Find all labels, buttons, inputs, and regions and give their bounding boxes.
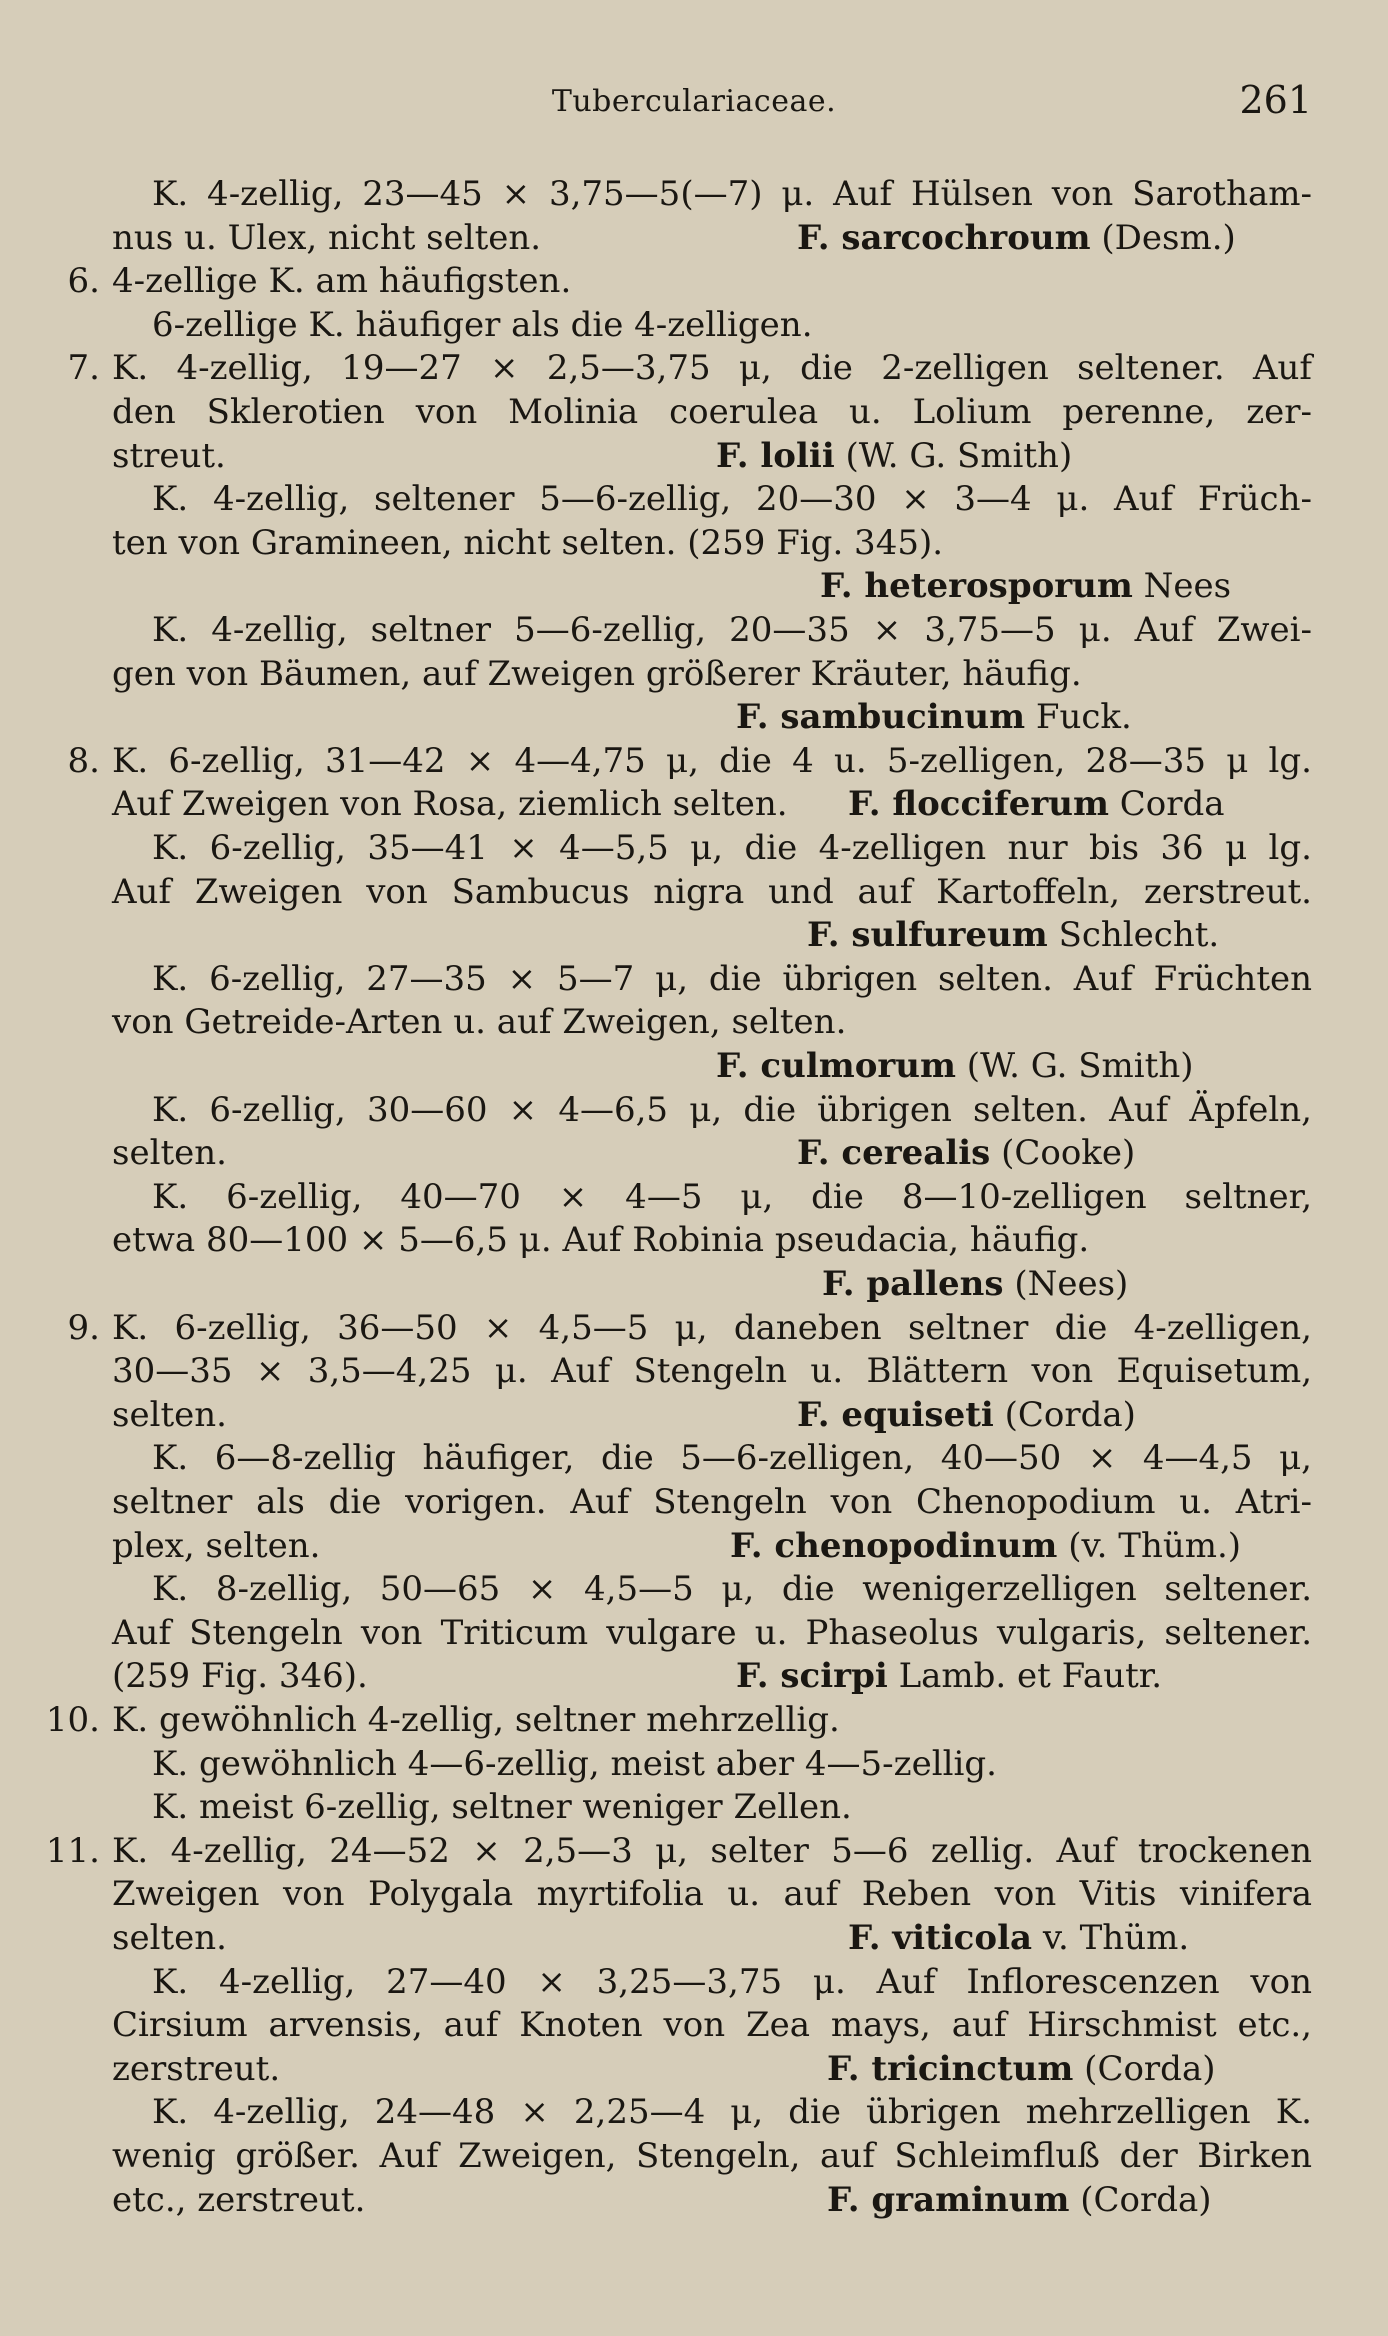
species-author: (Cooke) <box>990 1133 1136 1173</box>
species-name <box>736 695 1132 739</box>
species-binomial: F. sambucinum <box>736 697 1026 737</box>
species-binomial: F. graminum <box>827 2180 1070 2220</box>
species-binomial: F. lolii <box>716 436 835 476</box>
line-text: Auf Stengeln von Triticum vulgare u. Phaseolus vulgaris, seltener. <box>112 1613 1312 1653</box>
line-text: K. 6-zellig, 30—60 × 4—6,5 μ, die übrigen selten. Auf Äpfeln, <box>152 1090 1312 1130</box>
species-author: (Corda) <box>1069 2180 1212 2220</box>
line-text: K. 6-zellig, 35—41 × 4—5,5 μ, die 4-zelligen nur bis 36 μ lg. <box>152 828 1312 868</box>
line-text: zerstreut. <box>112 2049 281 2089</box>
line-text: von Getreide-Arten u. auf Zweigen, selten. <box>112 1002 847 1042</box>
key-couplet-number: 8. <box>67 741 100 781</box>
line-text: K. 4-zellig, seltner 5—6-zellig, 20—35 × 3,75—5 μ. Auf Zwei- <box>152 610 1312 650</box>
line-text: K. gewöhnlich 4-zellig, seltner mehrzellig. <box>112 1700 840 1740</box>
species-name <box>848 1916 1189 1960</box>
key-couplet-number: 9. <box>67 1308 100 1348</box>
line-text: K. 8-zellig, 50—65 × 4,5—5 μ, die wenigerzelligen seltener. <box>152 1569 1312 1609</box>
species-author: Corda <box>1108 784 1225 824</box>
species-binomial: F. tricinctum <box>827 2049 1074 2089</box>
line-text: selten. <box>112 1918 227 1958</box>
line-text: K. 4-zellig, seltener 5—6-zellig, 20—30 × 3—4 μ. Auf Früch- <box>152 479 1312 519</box>
species-author: v. Thüm. <box>1032 1918 1190 1958</box>
species-binomial: F. scirpi <box>736 1656 888 1696</box>
species-name <box>807 913 1219 957</box>
species-binomial: F. pallens <box>822 1264 1004 1304</box>
line-text: Cirsium arvensis, auf Knoten von Zea mays, auf Hirschmist etc., <box>112 2005 1312 2045</box>
species-author: Fuck. <box>1025 697 1132 737</box>
line-text: K. 4-zellig, 19—27 × 2,5—3,75 μ, die 2-zelligen seltener. Auf <box>112 348 1312 388</box>
line-text: streut. <box>112 436 226 476</box>
species-name <box>730 1524 1241 1568</box>
species-author: (W. G. Smith) <box>956 1046 1194 1086</box>
species-binomial: F. flocciferum <box>848 784 1109 824</box>
species-author: (v. Thüm.) <box>1057 1526 1242 1566</box>
line-text: K. 6-zellig, 36—50 × 4,5—5 μ, daneben seltner die 4-zelligen, <box>112 1308 1312 1348</box>
line-text: K. 6—8-zellig häufiger, die 5—6-zelligen, 40—50 × 4—4,5 μ, <box>152 1438 1312 1478</box>
species-name <box>797 1131 1135 1175</box>
line-text: Auf Zweigen von Rosa, ziemlich selten. <box>112 784 788 824</box>
species-name <box>820 564 1231 608</box>
key-couplet-number: 10. <box>45 1700 100 1740</box>
line-text: Auf Zweigen von Sambucus nigra und auf Kartoffeln, zerstreut. <box>112 872 1312 912</box>
line-text: (259 Fig. 346). <box>112 1656 368 1696</box>
line-text: K. 6-zellig, 40—70 × 4—5 μ, die 8—10-zelligen seltner, <box>152 1177 1312 1217</box>
key-couplet-number: 7. <box>67 348 100 388</box>
species-binomial: F. heterosporum <box>820 566 1133 606</box>
species-author: (Corda) <box>1073 2049 1216 2089</box>
line-text: 30—35 × 3,5—4,25 μ. Auf Stengeln u. Blättern von Equisetum, <box>112 1351 1312 1391</box>
line-text: plex, selten. <box>112 1526 321 1566</box>
species-binomial: F. culmorum <box>716 1046 956 1086</box>
line-text: etc., zerstreut. <box>112 2180 366 2220</box>
line-text: K. 4-zellig, 24—48 × 2,25—4 μ, die übrigen mehrzelligen K. <box>152 2092 1312 2132</box>
species-name <box>736 1654 1162 1698</box>
line-text: wenig größer. Auf Zweigen, Stengeln, auf Schleimfluß der Birken <box>112 2136 1312 2176</box>
species-name <box>827 2047 1215 2091</box>
key-couplet-number: 11. <box>45 1831 100 1871</box>
line-text: K. 4-zellig, 23—45 × 3,75—5(—7) μ. Auf Hülsen von Sarotham- <box>152 174 1312 214</box>
species-binomial: F. sarcochroum <box>797 218 1091 258</box>
species-name <box>797 216 1236 260</box>
line-text: etwa 80—100 × 5—6,5 μ. Auf Robinia pseudacia, häufig. <box>112 1220 1090 1260</box>
species-author: (Corda) <box>993 1395 1136 1435</box>
species-name <box>716 1044 1194 1088</box>
species-name <box>827 2178 1212 2222</box>
line-text: K. 4-zellig, 24—52 × 2,5—3 μ, selter 5—6 zellig. Auf trockenen <box>112 1831 1312 1871</box>
line-text: selten. <box>112 1133 227 1173</box>
species-author: Lamb. et Fautr. <box>887 1656 1163 1696</box>
key-couplet-number: 6. <box>67 261 100 301</box>
species-binomial: F. sulfureum <box>807 915 1048 955</box>
species-name <box>797 1393 1136 1437</box>
line-text: nus u. Ulex, nicht selten. <box>112 218 542 258</box>
line-text: ten von Gramineen, nicht selten. (259 Fig. 345). <box>112 523 944 563</box>
species-binomial: F. equiseti <box>797 1395 994 1435</box>
line-text: 6-zellige K. häufiger als die 4-zelligen. <box>152 305 813 345</box>
species-name <box>848 782 1225 826</box>
page-number: 261 <box>1239 78 1312 122</box>
line-text: 4-zellige K. am häufigsten. <box>112 261 572 301</box>
line-text: selten. <box>112 1395 227 1435</box>
line-text: K. meist 6-zellig, seltner weniger Zellen. <box>152 1787 852 1827</box>
species-author: (W. G. Smith) <box>834 436 1073 476</box>
species-binomial: F. cerealis <box>797 1133 991 1173</box>
line-text: seltner als die vorigen. Auf Stengeln von Chenopodium u. Atri- <box>112 1482 1312 1522</box>
species-binomial: F. viticola <box>848 1918 1033 1958</box>
line-text: K. 6-zellig, 31—42 × 4—4,75 μ, die 4 u. 5-zelligen, 28—35 μ lg. <box>112 741 1312 781</box>
species-author: (Nees) <box>1003 1264 1129 1304</box>
species-author: Nees <box>1132 566 1232 606</box>
line-text: gen von Bäumen, auf Zweigen größerer Kräuter, häufig. <box>112 654 1082 694</box>
species-name <box>716 434 1072 478</box>
species-author: (Desm.) <box>1090 218 1236 258</box>
species-binomial: F. chenopodinum <box>730 1526 1058 1566</box>
line-text: den Sklerotien von Molinia coerulea u. Lolium perenne, zer- <box>112 392 1312 432</box>
species-author: Schlecht. <box>1047 915 1220 955</box>
species-name <box>822 1262 1128 1306</box>
line-text: K. gewöhnlich 4—6-zellig, meist aber 4—5-zellig. <box>152 1744 997 1784</box>
running-title: Tuberculariaceae. <box>551 84 837 119</box>
line-text: K. 6-zellig, 27—35 × 5—7 μ, die übrigen selten. Auf Früchten <box>152 959 1312 999</box>
line-text: K. 4-zellig, 27—40 × 3,25—3,75 μ. Auf Inflorescenzen von <box>152 1962 1312 2002</box>
line-text: Zweigen von Polygala myrtifolia u. auf Reben von Vitis vinifera <box>112 1874 1312 1914</box>
